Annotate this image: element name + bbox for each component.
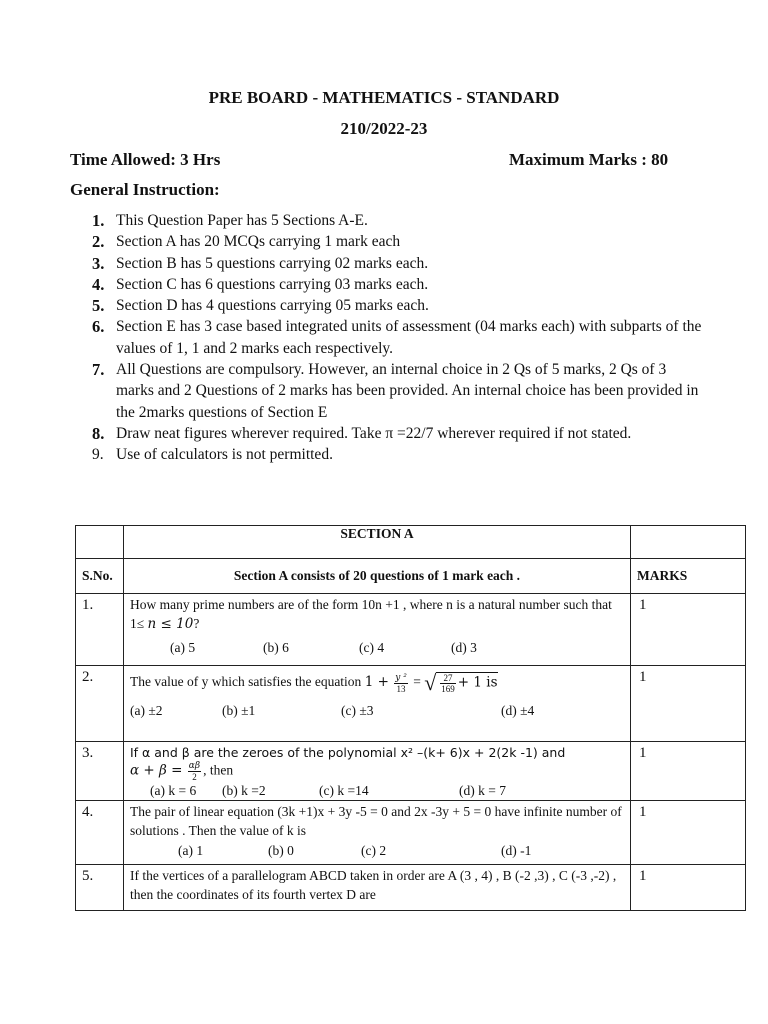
- question-text-part: ?: [193, 615, 200, 631]
- fraction-denominator: 13: [396, 683, 406, 694]
- fraction-numerator: αβ: [188, 761, 201, 771]
- option-b: (b) ±1: [222, 703, 256, 718]
- section-description-header: Section A consists of 20 questions of 1 mark each .: [124, 559, 631, 594]
- square-root-icon: √: [424, 670, 437, 695]
- section-title-row: [76, 526, 746, 559]
- question-text-part: , then: [203, 762, 234, 778]
- option-a: (a) k = 6: [150, 783, 197, 798]
- instruction-number: 1.: [92, 211, 105, 230]
- math-expression: 1 +: [364, 674, 389, 691]
- blank-cell: [631, 526, 746, 559]
- question-text: [130, 596, 624, 633]
- option-c: (c) ±3: [341, 703, 374, 718]
- fraction-numerator: y ²: [395, 672, 407, 683]
- fraction: [394, 673, 408, 694]
- instruction-item: [82, 316, 702, 359]
- question-cell: [124, 801, 631, 865]
- instruction-item: [82, 295, 702, 316]
- table-header-row: [76, 559, 746, 594]
- fraction-denominator: 2: [192, 772, 197, 782]
- question-number: 3.: [76, 742, 124, 801]
- instruction-number: 9.: [92, 446, 104, 464]
- instruction-number: 7.: [92, 360, 105, 380]
- marks-header: MARKS: [631, 559, 746, 594]
- blank-cell: [76, 526, 124, 559]
- options-row: [130, 702, 624, 722]
- options-row: [130, 782, 624, 799]
- question-text: The pair of linear equation (3k +1)x + 3y -5 = 0 and 2x -3y + 5 = 0 have infinite number of solutions . Then the value of k is: [130, 804, 622, 838]
- instruction-item: [82, 444, 702, 465]
- instruction-text: Draw neat figures wherever required. Take π =22/7 wherever required if not stated.: [116, 424, 632, 442]
- math-expression: n ≤ 10: [147, 615, 194, 632]
- section-a-table: [75, 525, 746, 911]
- question-number: 5.: [76, 865, 124, 911]
- table-row: [76, 742, 746, 801]
- options-row: [130, 842, 624, 862]
- table-row: [76, 801, 746, 865]
- instruction-number: 6.: [92, 317, 105, 337]
- instruction-text: Section D has 4 questions carrying 05 marks each.: [116, 297, 429, 315]
- instructions-list: [82, 210, 702, 466]
- option-d: (d) 3: [451, 640, 477, 655]
- option-c: (c) k =14: [319, 783, 369, 798]
- instructions-heading: General Instruction:: [70, 180, 220, 199]
- option-d: (d) -1: [501, 843, 532, 858]
- fraction-numerator: 27: [440, 673, 456, 684]
- math-expression: α + β =: [130, 762, 183, 779]
- option-a: (a) 5: [170, 640, 196, 655]
- instruction-text: This Question Paper has 5 Sections A-E.: [116, 212, 368, 229]
- question-number: 1.: [76, 594, 124, 666]
- option-a: (a) 1: [178, 843, 204, 858]
- question-text: If the vertices of a parallelogram ABCD taken in order are A (3 , 4) , B (-2 ,3) , C (-3 ,-2) , then the coordinates of its fourth vertex D are: [130, 868, 617, 902]
- question-cell: [124, 742, 631, 801]
- question-cell: [124, 666, 631, 742]
- option-b: (b) k =2: [222, 783, 266, 798]
- question-text: [130, 761, 624, 782]
- option-c: (c) 4: [359, 640, 385, 655]
- question-marks: 1: [631, 801, 746, 865]
- fraction: [188, 761, 201, 782]
- instruction-item: [82, 423, 702, 444]
- question-marks: 1: [631, 742, 746, 801]
- question-marks: 1: [631, 865, 746, 911]
- paper-code: 210/2022-23: [340, 119, 428, 138]
- sno-header: S.No.: [76, 559, 124, 594]
- option-d: (d) ±4: [501, 703, 535, 718]
- math-expression: + 1 is: [457, 674, 498, 691]
- instruction-text: All Questions are compulsory. However, an internal choice in 2 Qs of 5 marks, 2 Qs of 3 marks and 2 Questions of 2 marks has been provided. An internal choice has been provided in the 2marks questions of Section E: [116, 361, 699, 421]
- equals-sign: =: [413, 674, 421, 690]
- instruction-text: Use of calculators is not permitted.: [116, 446, 333, 464]
- question-marks: 1: [631, 594, 746, 666]
- instruction-number: 2.: [92, 232, 105, 252]
- instruction-text: Section E has 3 case based integrated units of assessment (04 marks each) with subparts of the values of 1, 1 and 2 marks each respectively.: [116, 318, 702, 357]
- question-cell: [124, 594, 631, 666]
- question-text-part: How many prime numbers are of the form 10n +1 , where n is a natural number such that 1≤: [130, 597, 612, 631]
- question-text: If α and β are the zeroes of the polynomial x² –(k+ 6)x + 2(2k -1) and: [130, 745, 566, 760]
- option-d: (d) k = 7: [459, 783, 506, 798]
- instruction-item: [82, 274, 702, 295]
- radicand: [436, 672, 497, 694]
- instruction-text: Section A has 20 MCQs carrying 1 mark each: [116, 233, 401, 251]
- fraction-denominator: 169: [441, 684, 455, 694]
- question-text-part: The value of y which satisfies the equation: [130, 674, 365, 690]
- instruction-item: [82, 359, 702, 423]
- option-a: (a) ±2: [130, 703, 163, 718]
- instruction-number: 5.: [92, 296, 105, 316]
- question-number: 2.: [76, 666, 124, 742]
- instruction-text: Section B has 5 questions carrying 02 marks each.: [116, 254, 429, 272]
- option-b: (b) 0: [268, 843, 294, 858]
- table-row: [76, 865, 746, 911]
- instruction-item: [82, 210, 702, 231]
- instruction-item: [82, 253, 702, 274]
- instruction-item: [82, 231, 702, 252]
- question-cell: [124, 865, 631, 911]
- instruction-text: Section C has 6 questions carrying 03 marks each.: [116, 275, 429, 293]
- table-row: [76, 594, 746, 666]
- question-marks: 1: [631, 666, 746, 742]
- question-text: [130, 672, 624, 694]
- instruction-number: 3.: [92, 253, 105, 273]
- fraction: [440, 673, 456, 694]
- section-title: SECTION A: [124, 526, 631, 559]
- maximum-marks: Maximum Marks : 80: [509, 150, 669, 169]
- option-c: (c) 2: [361, 843, 387, 858]
- table-row: [76, 666, 746, 742]
- instruction-number: 4.: [92, 274, 105, 294]
- question-number: 4.: [76, 801, 124, 865]
- options-row: [130, 639, 624, 659]
- time-allowed: Time Allowed: 3 Hrs: [70, 150, 221, 169]
- option-b: (b) 6: [263, 640, 289, 655]
- instruction-number: 8.: [92, 423, 105, 443]
- page-title: PRE BOARD - MATHEMATICS - STANDARD: [208, 88, 560, 107]
